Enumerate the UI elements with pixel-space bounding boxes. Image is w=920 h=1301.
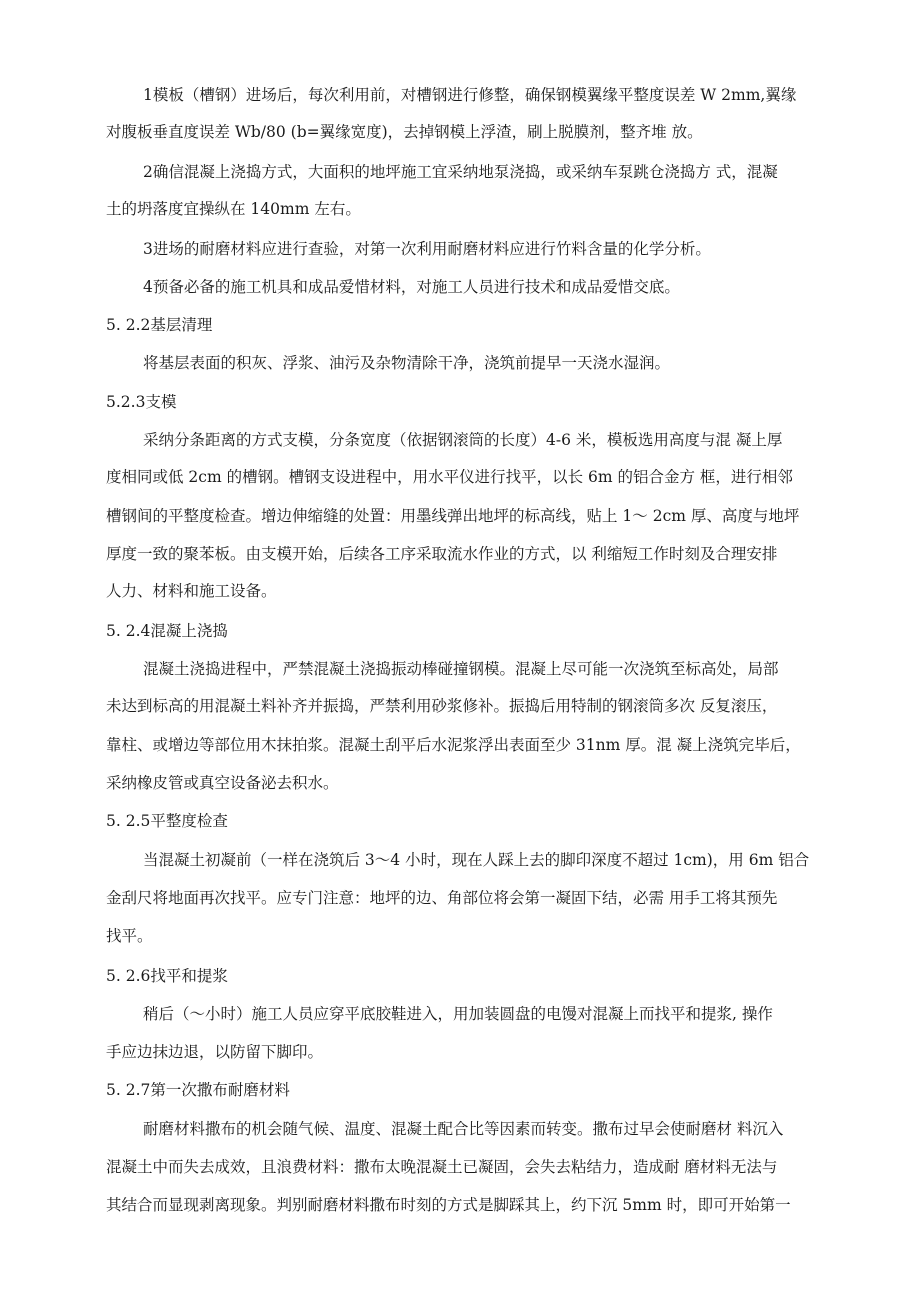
- paragraph-line: 当混凝土初凝前（一样在浇筑后 3～4 小时，现在人踩上去的脚印深度不超过 1cm)，用 6m 铝合: [143, 851, 810, 869]
- paragraph-line: 将基层表面的积灰、浮浆、油污及杂物清除干净，浇筑前提早一天浇水湿润。: [143, 354, 671, 372]
- section-heading: 5. 2.6找平和提浆: [106, 967, 228, 985]
- paragraph-line: 找平。: [106, 927, 153, 945]
- paragraph-line: 稍后（～小时）施工人员应穿平底胶鞋进入，用加装圆盘的电馒对混凝上而找平和提浆, 操作: [143, 1005, 773, 1023]
- paragraph-line: 未达到标高的用混凝土料补齐并振捣，严禁利用砂浆修补。振捣后用特制的钢滚筒多次 反复滚压，: [106, 697, 778, 715]
- paragraph-line: 2确信混凝上浇捣方式，大面积的地坪施工宜采纳地泵浇捣，或采纳车泵跳仓浇捣方 式，混凝: [143, 163, 778, 181]
- paragraph-line: 混凝土中而失去成效，且浪费材料：撒布太晚混凝土已凝固，会失去粘结力，造成耐 磨材料无法与: [106, 1158, 778, 1176]
- section-heading: 5. 2.4混凝上浇捣: [106, 622, 228, 640]
- paragraph-line: 采纳分条距离的方式支模，分条宽度（依据钢滚筒的长度）4-6 米，模板选用高度与混 凝上厚: [143, 431, 783, 449]
- section-heading: 5.2.3支模: [106, 393, 177, 411]
- paragraph-line: 其结合而显现剥离现象。判别耐磨材料撒布时刻的方式是脚踩其上，约下沉 5mm 时，即可开始第一: [106, 1196, 791, 1214]
- paragraph-line: 对腹板垂直度误差 Wb/80 (b=翼缘宽度)，去掉钢模上浮渣，刷上脱膜剂，整齐堆 放。: [106, 123, 703, 141]
- section-heading: 5. 2.2基层清理: [106, 316, 213, 334]
- paragraph-line: 厚度一致的聚苯板。由支模开始，后续各工序采取流水作业的方式，以 利缩短工作时刻及合理安排: [106, 545, 778, 563]
- paragraph-line: 槽钢间的平整度检查。增边伸缩缝的处置：用墨线弹出地坪的标高线，贴上 1～ 2cm 厚、高度与地坪: [106, 507, 800, 525]
- paragraph-line: 3进场的耐磨材料应进行查验，对第一次利用耐磨材料应进行竹料含量的化学分析。: [143, 240, 711, 258]
- paragraph-line: 1模板（槽钢）进场后，每次利用前，对槽钢进行修整，确保钢模翼缘平整度误差 W 2mm,翼缘: [143, 86, 797, 104]
- section-heading: 5. 2.5平整度检查: [106, 812, 228, 830]
- paragraph-line: 靠柱、或增边等部位用木抹拍浆。混凝土刮平后水泥浆浮出表面至少 31nm 厚。混 凝上浇筑完毕后，: [106, 736, 801, 754]
- section-heading: 5. 2.7第一次撒布耐磨材料: [106, 1081, 290, 1099]
- paragraph-line: 人力、材料和施工设备。: [106, 582, 277, 600]
- paragraph-line: 手应边抹边退，以防留下脚印。: [106, 1043, 324, 1061]
- paragraph-line: 耐磨材料撒布的机会随气候、温度、混凝土配合比等因素而转变。撒布过早会使耐磨材 料沉入: [143, 1120, 784, 1138]
- paragraph-line: 采纳橡皮管或真空设备泌去积水。: [106, 774, 339, 792]
- paragraph-line: 金刮尺将地面再次找平。应专门注意：地坪的边、角部位将会第一凝固下结，必需 用手工将其预先: [106, 889, 778, 907]
- paragraph-line: 4预备必备的施工机具和成品爱惜材料，对施工人员进行技术和成品爱惜交底。: [143, 278, 680, 296]
- paragraph-line: 度相同或低 2cm 的槽钢。槽钢支设进程中，用水平仪进行找平，以长 6m 的铝合金方 框，进行相邻: [106, 468, 793, 486]
- paragraph-line: 土的坍落度宜操纵在 140mm 左右。: [106, 200, 361, 218]
- paragraph-line: 混凝土浇捣进程中，严禁混凝土浇捣振动棒碰撞钢模。混凝上尽可能一次浇筑至标高处，局部: [143, 660, 779, 678]
